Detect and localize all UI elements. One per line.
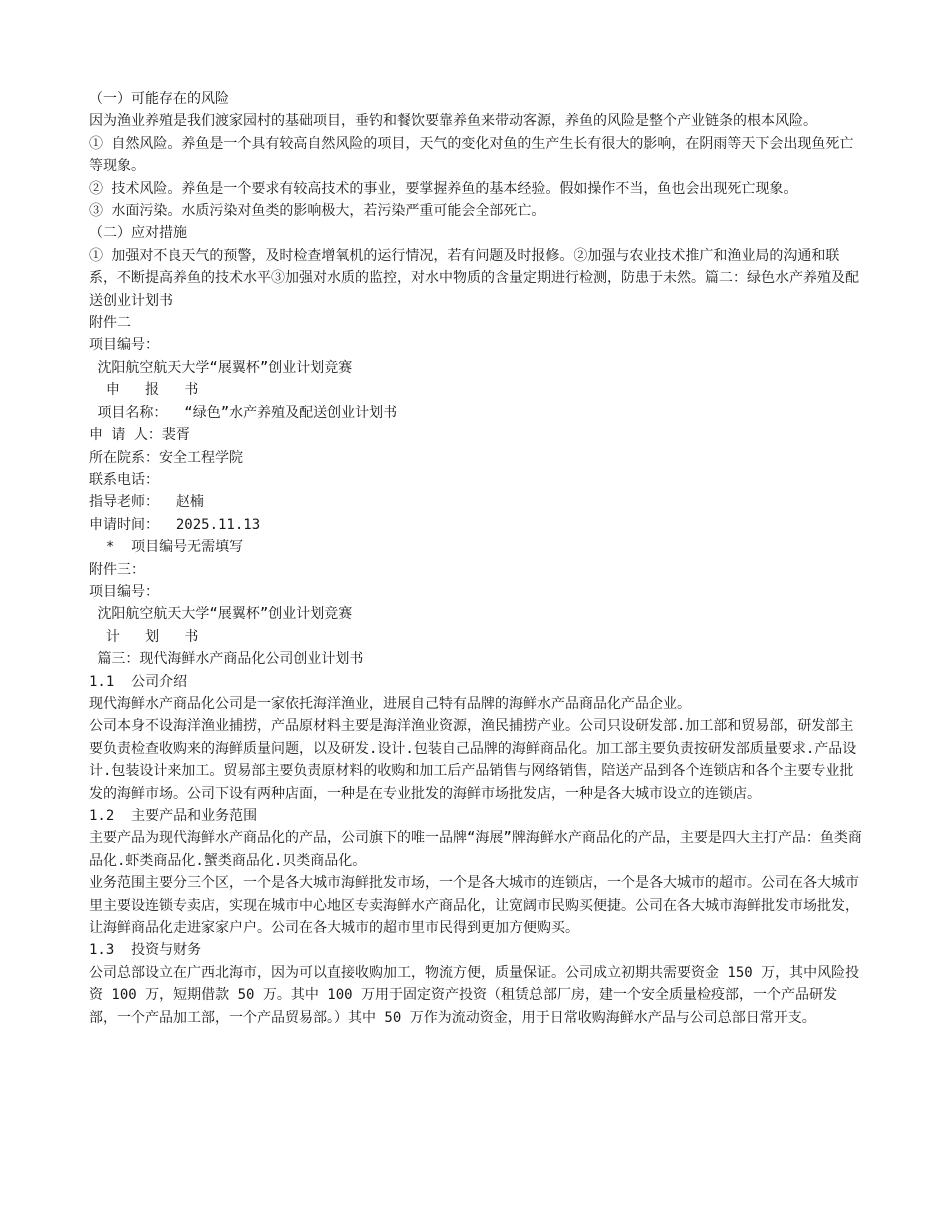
form-field: 项目名称： “绿色”水产养殖及配送创业计划书 (89, 404, 398, 421)
list-item-technical-risk: ② 技术风险。养鱼是一个要求有较高技术的事业，要掌握养鱼的基本经验。假如操作不当，鱼也会出现死亡现象。 (89, 180, 798, 197)
document-type: 计 划 书 (89, 628, 199, 645)
form-field: 所在院系：安全工程学院 (89, 449, 243, 466)
paragraph: 因为渔业养殖是我们渡家园村的基础项目，垂钓和餐饮要靠养鱼来带动客源，养鱼的风险是整个产业链条的根本风险。 (89, 113, 817, 130)
section-heading-risks: （一）可能存在的风险 (89, 91, 229, 107)
paragraph: 公司本身不设海洋渔业捕捞，产品原材料主要是海洋渔业资源，渔民捕捞产业。公司只设研发部.加工部和贸易部，研发部主要负责检查收购来的海鲜质量问题，以及研发.设计.包装自己品牌的海鲜商品化。加工部主要负责按研发部质量要求.产品设计.包装设计来加工。贸易部主要负责原材料的收购和加工后产品销售与网络销售，陪送产品到各个连锁店和各个主要专业批发的海鲜市场。公司下设有两种店面，一种是在专业批发的海鲜市场批发店，一种是各大城市设立的连锁店。 (89, 718, 857, 802)
document-type: 申 报 书 (89, 382, 199, 399)
document-page (89, 88, 864, 1029)
paragraph: 主要产品为现代海鲜水产商品化的产品，公司旗下的唯一品牌“海展”牌海鲜水产商品化的产品，主要是四大主打产品：鱼类商品化.虾类商品化.蟹类商品化.贝类商品化。 (89, 830, 862, 869)
form-field: 联系电话： (89, 471, 159, 488)
form-note: * 项目编号无需填写 (89, 539, 244, 556)
competition-title: 沈阳航空航天大学“展翼杯”创业计划竞赛 (89, 606, 353, 623)
attachment-label: 附件二 (89, 315, 131, 332)
section-heading: 1.2 主要产品和业务范围 (89, 808, 258, 824)
section-heading: 1.1 公司介绍 (89, 673, 188, 690)
form-field: 申 请 人：裴胥 (89, 427, 190, 444)
paragraph: ① 加强对不良天气的预警，及时检查增氧机的运行情况，若有问题及时报修。②加强与农业技术推广和渔业局的沟通和联系，不断提高养鱼的技术水平③加强对水质的监控，对水中物质的含量定期进行检测，防患于未然。篇二：绿色水产养殖及配送创业计划书 (89, 247, 859, 309)
list-item-natural-risk: ① 自然风险。养鱼是一个具有较高自然风险的项目，天气的变化对鱼的生产生长有很大的影响，在阴雨等天下会出现鱼死亡等现象。 (89, 135, 854, 175)
form-field: 项目编号： (89, 583, 159, 600)
section-heading-measures: （二）应对措施 (89, 225, 187, 242)
attachment-label: 附件三： (89, 561, 145, 578)
form-field: 指导老师： 赵楠 (89, 494, 204, 511)
form-field: 项目编号： (89, 337, 159, 354)
form-field: 申请时间： 2025.11.13 (89, 516, 261, 533)
paragraph: 业务范围主要分三个区，一个是各大城市海鲜批发市场，一个是各大城市的连锁店，一个是各大城市的超市。公司在各大城市里主要设连锁专卖店，实现在城市中心地区专卖海鲜水产商品化，让宽阔市民购买便捷。公司在各大城市海鲜批发市场批发，让海鲜商品化走进家家户户。公司在各大城市的超市里市民得到更加方便购买。 (89, 875, 859, 937)
paragraph: 现代海鲜水产商品化公司是一家依托海洋渔业，进展自己特有品牌的海鲜水产品商品化产品企业。 (89, 695, 691, 712)
paragraph: 公司总部设立在广西北海市，因为可以直接收购加工，物流方便，质量保证。公司成立初期共需要资金 150 万，其中风险投资 100 万，短期借款 50 万。其中 100 万用于固定资产投资（租赁总部厂房，建一个安全质量检疫部，一个产品研发部，一个产品加工部，一个产品贸易部。）其中 50 万作为流动资金，用于日常收购海鲜水产品与公司总部日常开支。 (89, 964, 860, 1026)
list-item-water-pollution: ③ 水面污染。水质污染对鱼类的影响极大，若污染严重可能会全部死亡。 (89, 203, 546, 220)
competition-title: 沈阳航空航天大学“展翼杯”创业计划竞赛 (89, 359, 353, 376)
section-heading: 1.3 投资与财务 (89, 942, 202, 959)
article-title: 篇三：现代海鲜水产商品化公司创业计划书 (89, 651, 364, 668)
